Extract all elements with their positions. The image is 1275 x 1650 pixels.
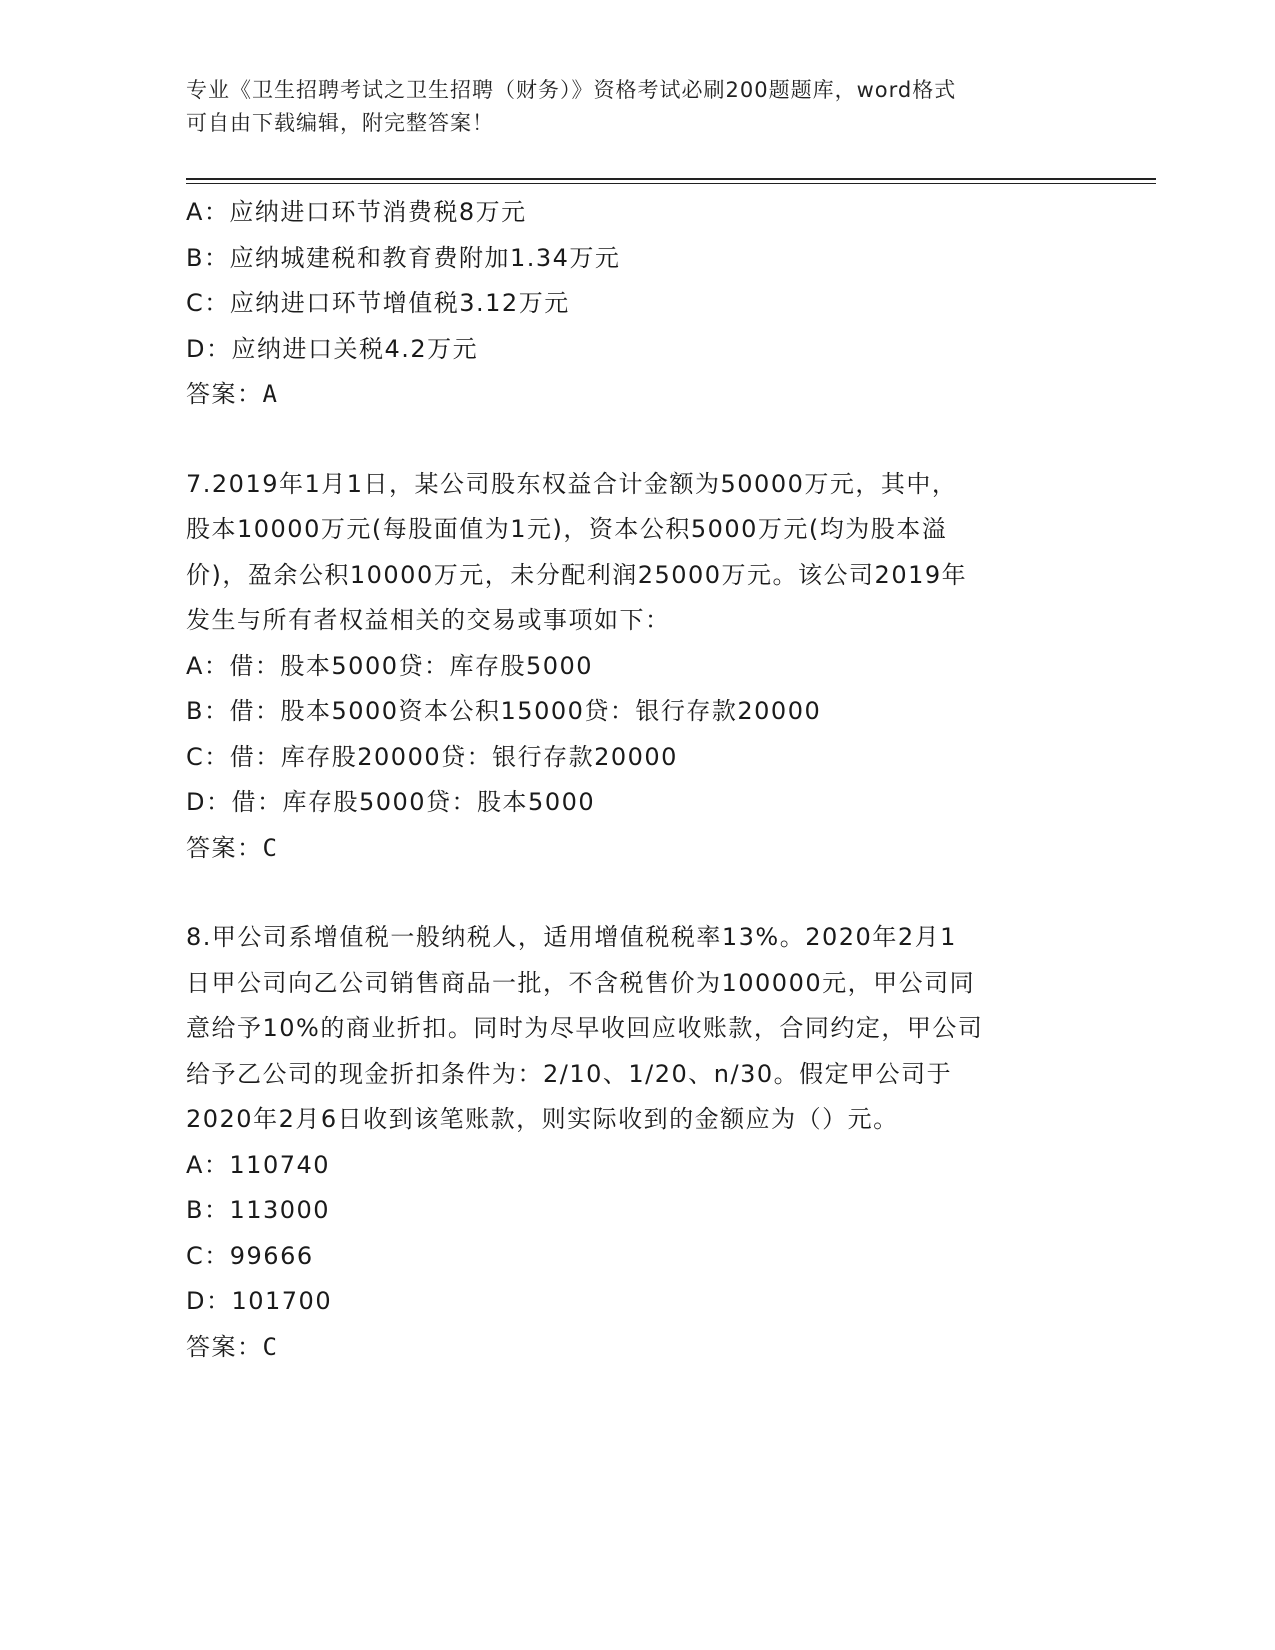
q8-stem-line-3: 意给予10%的商业折扣。同时为尽早收回应收账款，合同约定，甲公司	[186, 1014, 984, 1042]
q8-stem-line-4: 给予乙公司的现金折扣条件为：2/10、1/20、n/30。假定甲公司于	[186, 1059, 953, 1088]
header-divider-thick	[186, 178, 1156, 180]
spacer	[186, 418, 1086, 462]
q7-stem-line-2: 股本10000万元(每股面值为1元)，资本公积5000万元(均为股本溢	[186, 515, 948, 543]
q7-answer: 答案：C	[186, 833, 279, 862]
header-line-2: 可自由下载编辑，附完整答案！	[186, 111, 494, 135]
spacer	[186, 871, 1086, 915]
document-header	[186, 74, 1086, 140]
q6-option-a: A：应纳进口环节消费税8万元	[186, 198, 527, 226]
q8-stem-line-5: 2020年2月6日收到该笔账款，则实际收到的金额应为（）元。	[186, 1105, 899, 1133]
header-divider-thin	[186, 183, 1156, 184]
q7-stem-line-4: 发生与所有者权益相关的交易或事项如下：	[186, 606, 671, 634]
q6-option-b: B：应纳城建税和教育费附加1.34万元	[186, 243, 621, 272]
q8-answer: 答案：C	[186, 1332, 279, 1361]
q7-option-c: C：借：库存股20000贷：银行存款20000	[186, 742, 678, 771]
q6-answer: 答案：A	[186, 380, 279, 408]
q8-option-a: A：110740	[186, 1150, 331, 1179]
q7-option-a: A：借：股本5000贷：库存股5000	[186, 651, 594, 680]
q8-stem-line-2: 日甲公司向乙公司销售商品一批，不含税售价为100000元，甲公司同	[186, 968, 976, 997]
q6-option-d: D：应纳进口关税4.2万元	[186, 334, 479, 363]
question-content	[186, 190, 1086, 1370]
header-line-1: 专业《卫生招聘考试之卫生招聘（财务）》资格考试必刷200题题库，word格式	[186, 78, 957, 102]
question-7	[186, 462, 1086, 872]
q8-option-b: B：113000	[186, 1196, 331, 1224]
q7-stem-line-1: 7.2019年1月1日，某公司股东权益合计金额为50000万元，其中，	[186, 469, 958, 498]
q7-option-b: B：借：股本5000资本公积15000贷：银行存款20000	[186, 697, 822, 725]
question-8	[186, 915, 1086, 1370]
q8-stem-line-1: 8.甲公司系增值税一般纳税人，适用增值税税率13%。2020年2月1	[186, 923, 957, 951]
q8-option-c: C：99666	[186, 1241, 314, 1270]
question-6	[186, 190, 1086, 418]
q7-option-d: D：借：库存股5000贷：股本5000	[186, 788, 596, 816]
q7-stem-line-3: 价)，盈余公积10000万元，未分配利润25000万元。该公司2019年	[186, 560, 968, 589]
q6-option-c: C：应纳进口环节增值税3.12万元	[186, 289, 570, 317]
q8-option-d: D：101700	[186, 1287, 333, 1315]
